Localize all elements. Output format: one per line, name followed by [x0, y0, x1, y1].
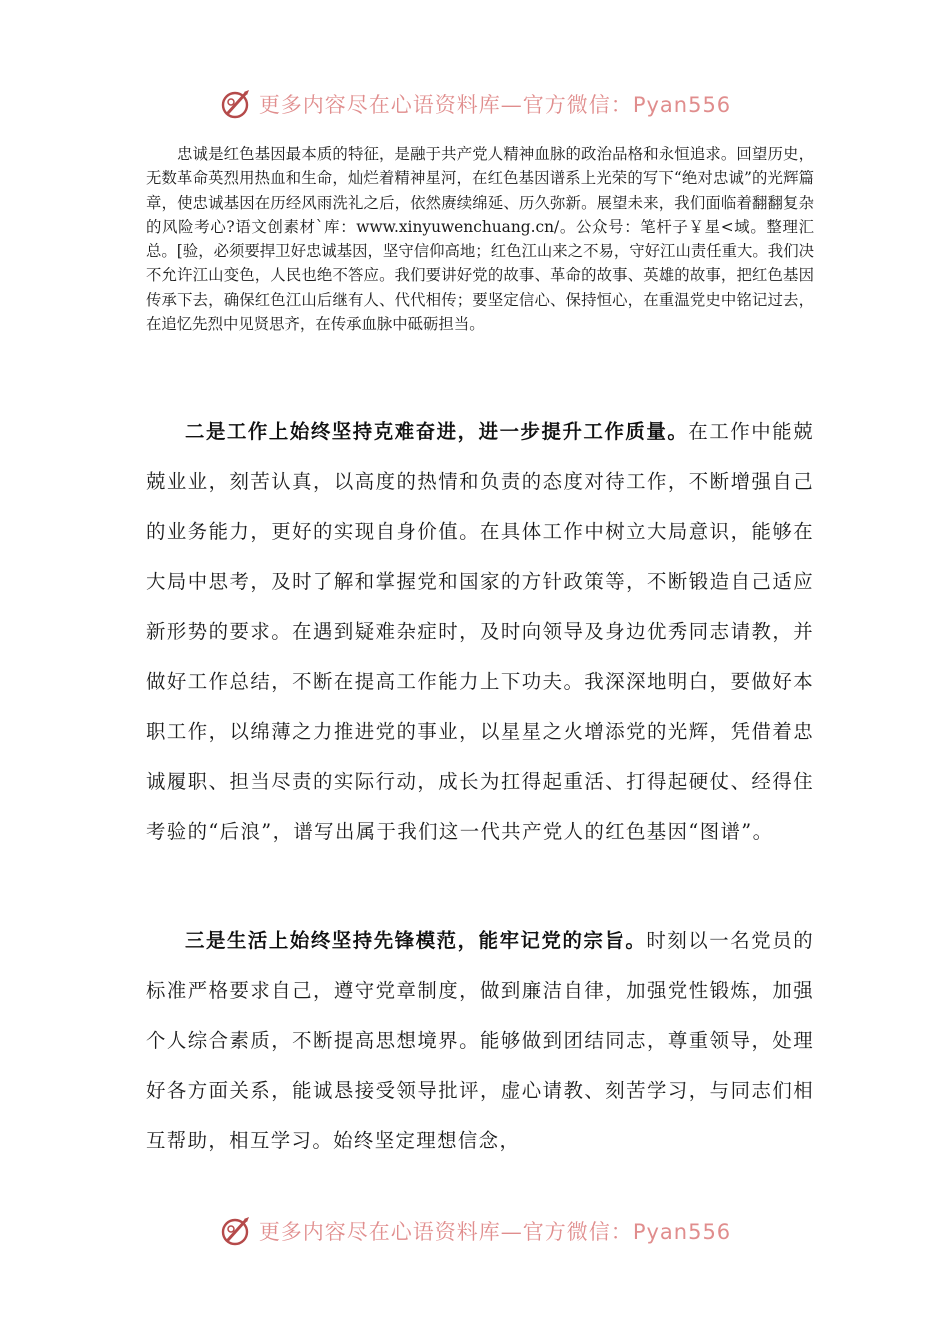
page-header	[0, 84, 950, 124]
wechat-id: Pyan556	[632, 1220, 732, 1244]
paragraph-work-heading: 二是工作上始终坚持克难奋进，进一步提升工作质量。	[185, 420, 689, 443]
header-text: 更多内容尽在心语资料库—官方微信：Pyan556	[258, 93, 732, 117]
paragraph-life-heading: 三是生活上始终坚持先锋模范，能牢记党的宗旨。	[185, 929, 647, 952]
wechat-id: Pyan556	[632, 93, 732, 117]
pen-circle-logo-icon	[219, 87, 253, 121]
page-footer	[0, 1211, 950, 1251]
paragraph-work	[146, 407, 814, 857]
paragraph-life	[146, 916, 814, 1166]
pen-circle-logo-icon	[219, 1214, 253, 1248]
paragraph-life-text: 时刻以一名党员的标准严格要求自己，遵守党章制度，做到廉洁自律，加强党性锻炼，加强个人综合素质，不断提高思想境界。能够做到团结同志，尊重领导，处理好各方面关系，能诚恳接受领导批评，虚心请教、刻苦学习，与同志们相互帮助，相互学习。始终坚定理想信念，	[146, 929, 814, 1152]
paragraph-work-text: 在工作中能兢兢业业，刻苦认真，以高度的热情和负责的态度对待工作，不断增强自己的业务能力，更好的实现自身价值。在具体工作中树立大局意识，能够在大局中思考，及时了解和掌握党和国家的方针政策等，不断锻造自己适应新形势的要求。在遇到疑难杂症时，及时向领导及身边优秀同志请教，并做好工作总结，不断在提高工作能力上下功夫。我深深地明白，要做好本职工作，以绵薄之力推进党的事业，以星星之火增添党的光辉，凭借着忠诚履职、担当尽责的实际行动，成长为扛得起重活、打得起硬仗、经得住考验的“后浪”，谱写出属于我们这一代共产党人的红色基因“图谱”。	[146, 420, 814, 843]
footer-text: 更多内容尽在心语资料库—官方微信：Pyan556	[258, 1220, 732, 1244]
paragraph-loyalty: 忠诚是红色基因最本质的特征，是融于共产党人精神血脉的政治品格和永恒追求。回望历史，无数革命英烈用热血和生命，灿烂着精神星河，在红色基因谱系上光荣的写下“绝对忠诚”的光辉篇章，使忠诚基因在历经风雨洗礼之后，依然赓续绵延、历久弥新。展望未来，我们面临着翻翻复杂的风险考心?语文创素材`库：www.xinyuwenchuang.cn/。公众号：笔杆子￥星<域。整理汇总。[验，必须要捍卫好忠诚基因，坚守信仰高地；红色江山来之不易，守好江山责任重大。我们决不允许江山变色，人民也绝不答应。我们要讲好党的故事、革命的故事、英雄的故事，把红色基因传承下去，确保红色江山后继有人、代代相传；要坚定信心、保持恒心，在重温党史中铭记过去，在追忆先烈中见贤思齐，在传承血脉中砥砺担当。	[146, 145, 814, 334]
